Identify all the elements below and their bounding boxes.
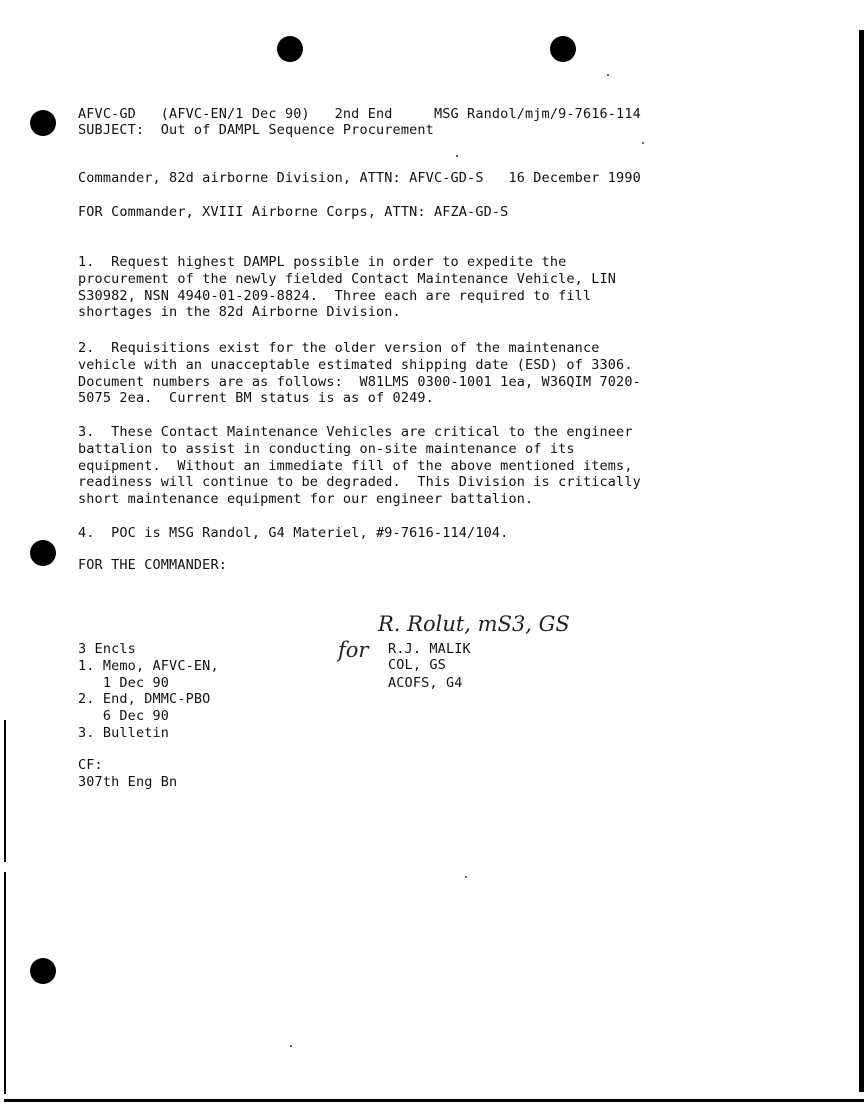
copy-furnished: CF: 307th Eng Bn (78, 757, 178, 790)
punch-hole-icon (277, 36, 303, 62)
punch-hole-icon (30, 110, 56, 136)
paragraph-1: 1. Request highest DAMPL possible in order to expedite the procurement of the newly fielded Contact Maintenance Vehicle, LIN S30982, NSN 4940-01-209-8824. Three each are required to fill shortages in the 82d Airborne Division. (78, 254, 617, 321)
scan-edge-left (4, 720, 6, 862)
scan-edge-right (859, 30, 864, 1092)
signer-rank: COL, GS (388, 657, 446, 673)
handwritten-signature: R. Rolut, mS3, GS (378, 612, 570, 636)
address-for: FOR Commander, XVIII Airborne Corps, ATTN: AFZA-GD-S (78, 204, 509, 220)
scan-edge-left-lower (4, 872, 6, 1094)
scan-speck (465, 876, 467, 878)
paragraph-3: 3. These Contact Maintenance Vehicles are critical to the engineer battalion to assist in conducting on-site maintenance of its equipment. Without an immediate fill of the above mentioned items, readiness will continue to be degraded. This Division is critically short maintenance equipment for our engineer battalion. (78, 424, 641, 508)
signer-title: ACOFS, G4 (388, 675, 463, 691)
scan-speck (607, 74, 609, 76)
header-routing-line: AFVC-GD (AFVC-EN/1 Dec 90) 2nd End MSG Randol/mjm/9-7616-114 (78, 106, 641, 122)
scan-speck (642, 142, 644, 144)
paragraph-2: 2. Requisitions exist for the older version of the maintenance vehicle with an unacceptable estimated shipping date (ESD) of 3306. Document numbers are as follows: W81LMS 0300-1001 1ea, W36QIM 7020- 5075 2ea. Current BM status is as of 0249. (78, 340, 641, 407)
punch-hole-icon (30, 540, 56, 566)
subject-line: SUBJECT: Out of DAMPL Sequence Procurement (78, 122, 434, 138)
scan-speck (456, 155, 458, 157)
scan-edge-bottom (4, 1099, 864, 1102)
address-to: Commander, 82d airborne Division, ATTN: AFVC-GD-S 16 December 1990 (78, 170, 641, 186)
closing-line: FOR THE COMMANDER: (78, 557, 227, 573)
scan-speck (290, 1045, 292, 1047)
enclosure-list: 3 Encls 1. Memo, AFVC-EN, 1 Dec 90 2. End, DMMC-PBO 6 Dec 90 3. Bulletin (78, 641, 219, 741)
signer-name: R.J. MALIK (388, 641, 471, 657)
punch-hole-icon (30, 958, 56, 984)
paragraph-4: 4. POC is MSG Randol, G4 Materiel, #9-7616-114/104. (78, 525, 509, 541)
punch-hole-icon (550, 36, 576, 62)
handwritten-for-mark: for (338, 638, 369, 662)
